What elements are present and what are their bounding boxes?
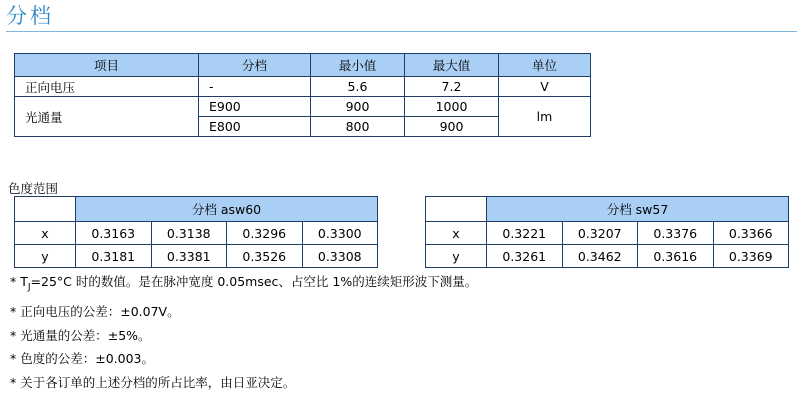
header-unit: 单位	[499, 54, 591, 77]
coord-value: 0.3381	[151, 245, 227, 268]
notes	[10, 270, 477, 394]
table-row	[15, 77, 591, 97]
note-prefix: * T	[10, 274, 28, 289]
coord-value: 0.3366	[713, 222, 789, 245]
note-subscript: J	[27, 282, 31, 293]
page-title: 分档	[6, 4, 54, 28]
note-voltage-tolerance: * 正向电压的公差：±0.07V。	[10, 304, 180, 319]
note-test-condition	[10, 270, 477, 300]
item-luminous-flux: 光通量	[15, 97, 199, 137]
min-cell: 800	[311, 117, 405, 137]
header-max: 最大值	[405, 54, 499, 77]
chroma-header-blank	[15, 197, 76, 222]
coord-label: y	[426, 245, 487, 268]
coord-value: 0.3616	[638, 245, 714, 268]
bin-cell: E800	[199, 117, 311, 137]
coord-value: 0.3207	[562, 222, 638, 245]
header-min: 最小值	[311, 54, 405, 77]
bin-table	[14, 53, 591, 137]
table-row	[15, 245, 378, 268]
title-divider	[6, 31, 797, 32]
coord-value: 0.3300	[302, 222, 378, 245]
max-cell: 1000	[405, 97, 499, 117]
coord-label: x	[426, 222, 487, 245]
table-row	[15, 222, 378, 245]
table-row	[426, 222, 789, 245]
unit-cell: V	[499, 77, 591, 97]
table-row	[426, 245, 789, 268]
coord-value: 0.3376	[638, 222, 714, 245]
header-bin: 分档	[199, 54, 311, 77]
coord-label: y	[15, 245, 76, 268]
item-forward-voltage: 正向电压	[15, 77, 199, 97]
chroma-header-row	[15, 197, 378, 222]
max-cell: 900	[405, 117, 499, 137]
chroma-header-row	[426, 197, 789, 222]
coord-value: 0.3296	[227, 222, 303, 245]
max-cell: 7.2	[405, 77, 499, 97]
note-text: =25°C 时的数值。是在脉冲宽度 0.05msec、占空比 1%的连续矩形波下测量。	[30, 274, 478, 289]
coord-value: 0.3526	[227, 245, 303, 268]
coord-value: 0.3308	[302, 245, 378, 268]
chroma-table-sw57	[425, 196, 789, 268]
coord-label: x	[15, 222, 76, 245]
coord-value: 0.3163	[76, 222, 152, 245]
bin-cell: E900	[199, 97, 311, 117]
coord-value: 0.3138	[151, 222, 227, 245]
chroma-header: 分档 asw60	[76, 197, 378, 222]
chroma-table-asw60	[14, 196, 378, 268]
note-chroma-tolerance: * 色度的公差：±0.003。	[10, 351, 154, 366]
chroma-header-blank	[426, 197, 487, 222]
coord-value: 0.3369	[713, 245, 789, 268]
coord-value: 0.3462	[562, 245, 638, 268]
table-row	[15, 97, 591, 117]
chroma-header: 分档 sw57	[487, 197, 789, 222]
bin-cell: -	[199, 77, 311, 97]
note-flux-tolerance: * 光通量的公差：±5%。	[10, 327, 151, 343]
chromaticity-label: 色度范围	[8, 181, 59, 196]
min-cell: 5.6	[311, 77, 405, 97]
unit-cell: lm	[499, 97, 591, 137]
bin-table-header-row	[15, 54, 591, 77]
header-item: 项目	[15, 54, 199, 77]
min-cell: 900	[311, 97, 405, 117]
note-bin-ratio: * 关于各订单的上述分档的所占比率，由日亚决定。	[10, 374, 296, 390]
coord-value: 0.3261	[487, 245, 563, 268]
coord-value: 0.3181	[76, 245, 152, 268]
coord-value: 0.3221	[487, 222, 563, 245]
